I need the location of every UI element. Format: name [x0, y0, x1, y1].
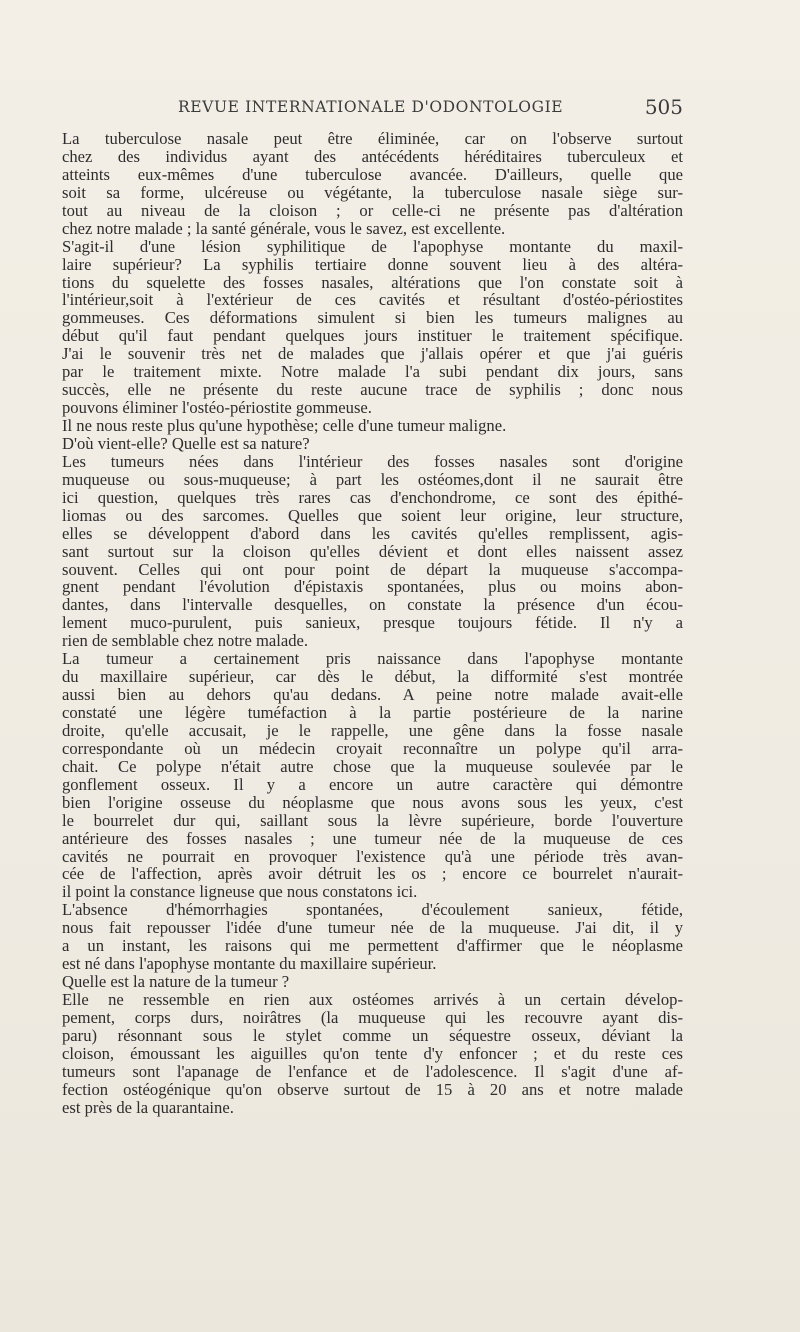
body-text	[62, 130, 683, 1117]
text-line: D'où vient-elle? Quelle est sa nature?	[62, 433, 310, 453]
running-head: REVUE INTERNATIONALE D'ODONTOLOGIE	[178, 98, 564, 116]
text-line: souvent. Celles qui ont pour point de départ la muqueuse s'accompa-	[62, 560, 683, 579]
text-line: Quelle est la nature de la tumeur ?	[62, 972, 290, 992]
text-line: S'agit-il d'une lésion syphilitique de l'apophyse montante du maxil-	[62, 237, 683, 256]
text-line: rien de semblable chez notre malade.	[62, 631, 309, 651]
text-line: sant surtout sur la cloison qu'elles dévient et dont elles naissent assez	[62, 542, 683, 561]
text-line: chez notre malade ; la santé générale, vous le savez, est excellente.	[62, 218, 506, 238]
text-line: L'absence d'hémorrhagies spontanées, d'écoulement sanieux, fétide,	[62, 901, 683, 920]
text-line: muqueuse ou sous-muqueuse; à part les ostéomes,dont il ne saurait être	[62, 470, 683, 489]
text-line: La tuberculose nasale peut être éliminée, car on l'observe surtout	[62, 130, 683, 148]
text-line: est né dans l'apophyse montante du maxillaire supérieur.	[62, 954, 437, 974]
text-line: laire supérieur? La syphilis tertiaire donne souvent lieu à des altéra-	[62, 255, 683, 274]
text-line: est près de la quarantaine.	[62, 1097, 234, 1117]
text-line: soit sa forme, ulcéreuse ou végétante, la tuberculose nasale siège sur-	[62, 183, 683, 202]
text-line: antérieure des fosses nasales ; une tumeur née de la muqueuse de ces	[62, 829, 683, 848]
page-header	[178, 95, 683, 126]
text-line: gonflement osseux. Il y a encore un autre caractère qui démontre	[62, 775, 683, 794]
text-line: l'intérieur,soit à l'extérieur de ces cavités et résultant d'ostéo-périostites	[62, 291, 683, 310]
text-line: Il ne nous reste plus qu'une hypothèse; celle d'une tumeur maligne.	[62, 416, 507, 435]
text-line: chez des individus ayant des antécédents héréditaires tuberculeux et	[62, 147, 683, 166]
text-line: cavités ne pourrait en provoquer l'existence qu'à une période très avan-	[62, 847, 683, 866]
text-line: atteints eux-mêmes d'une tuberculose avancée. D'ailleurs, quelle que	[62, 165, 683, 184]
text-line: par le traitement mixte. Notre malade l'a subi pendant dix jours, sans	[62, 363, 683, 382]
text-line: chait. Ce polype n'était autre chose que la muqueuse soulevée par le	[62, 757, 683, 776]
text-line: Les tumeurs nées dans l'intérieur des fosses nasales sont d'origine	[62, 452, 683, 471]
page-number: 505	[644, 95, 683, 119]
text-line: il point la constance ligneuse que nous constatons ici.	[62, 882, 418, 902]
text-line: tout au niveau de la cloison ; or celle-ci ne présente pas d'altération	[62, 201, 683, 220]
text-line: a un instant, les raisons qui me permettent d'affirmer que le néoplasme	[62, 937, 683, 956]
text-line: cloison, émoussant les aiguilles qu'on tente d'y enfoncer ; et du reste ces	[62, 1044, 683, 1063]
text-line: paru) résonnant sous le stylet comme un séquestre osseux, déviant la	[62, 1026, 683, 1045]
text-line: pement, corps durs, noirâtres (la muqueuse qui les recouvre ayant dis-	[62, 1008, 683, 1027]
text-line: tions du squelette des fosses nasales, altérations que l'on constate soit à	[62, 273, 683, 292]
text-line: liomas ou des sarcomes. Quelles que soient leur origine, leur structure,	[62, 506, 683, 525]
text-line: elles se développent d'abord dans les cavités qu'elles remplissent, agis-	[62, 524, 683, 543]
text-line: nous fait repousser l'idée d'une tumeur née de la muqueuse. J'ai dit, il y	[62, 919, 683, 938]
text-line: J'ai le souvenir très net de malades que j'allais opérer et que j'ai guéris	[62, 345, 683, 364]
text-line: tumeurs sont l'apanage de l'enfance et de l'adolescence. Il s'agit d'une af-	[62, 1062, 683, 1081]
text-line: constaté une légère tuméfaction à la partie postérieure de la narine	[62, 704, 683, 722]
text-line: droite, qu'elle accusait, je le rappelle, une gêne dans la fosse nasale	[62, 721, 683, 740]
text-line: correspondante où un médecin croyait reconnaître un polype qu'il arra-	[62, 739, 683, 758]
text-line: dantes, dans l'intervalle desquelles, on constate la présence d'un écou-	[62, 596, 683, 615]
text-line: pouvons éliminer l'ostéo-périostite gommeuse.	[62, 398, 372, 418]
text-line: du maxillaire supérieur, car dès le début, la difformité s'est montrée	[62, 668, 683, 687]
text-line: ici question, quelques très rares cas d'enchondrome, ce sont des épithé-	[62, 488, 683, 507]
text-line: lement muco-purulent, puis sanieux, presque toujours fétide. Il n'y a	[62, 614, 683, 633]
text-line: gnent pendant l'évolution d'épistaxis spontanées, plus ou moins abon-	[62, 578, 683, 597]
text-line: le bourrelet dur qui, saillant sous la lèvre supérieure, borde l'ouverture	[62, 811, 683, 830]
text-line: fection ostéogénique qu'on observe surtout de 15 à 20 ans et notre malade	[62, 1080, 683, 1099]
text-line: cée de l'affection, après avoir détruit les os ; encore ce bourrelet n'aurait-	[62, 865, 683, 884]
text-line: bien l'origine osseuse du néoplasme que nous avons sous les yeux, c'est	[62, 793, 683, 812]
text-line: succès, elle ne présente du reste aucune trace de syphilis ; donc nous	[62, 381, 683, 400]
text-line: début qu'il faut pendant quelques jours instituer le traitement spécifique.	[62, 327, 683, 346]
text-line: aussi bien au dehors qu'au dedans. A peine notre malade avait-elle	[62, 686, 683, 704]
text-line: Elle ne ressemble en rien aux ostéomes arrivés à un certain dévelop-	[62, 991, 683, 1009]
text-line: La tumeur a certainement pris naissance dans l'apophyse montante	[62, 650, 683, 669]
text-line: gommeuses. Ces déformations simulent si bien les tumeurs malignes au	[62, 309, 683, 328]
